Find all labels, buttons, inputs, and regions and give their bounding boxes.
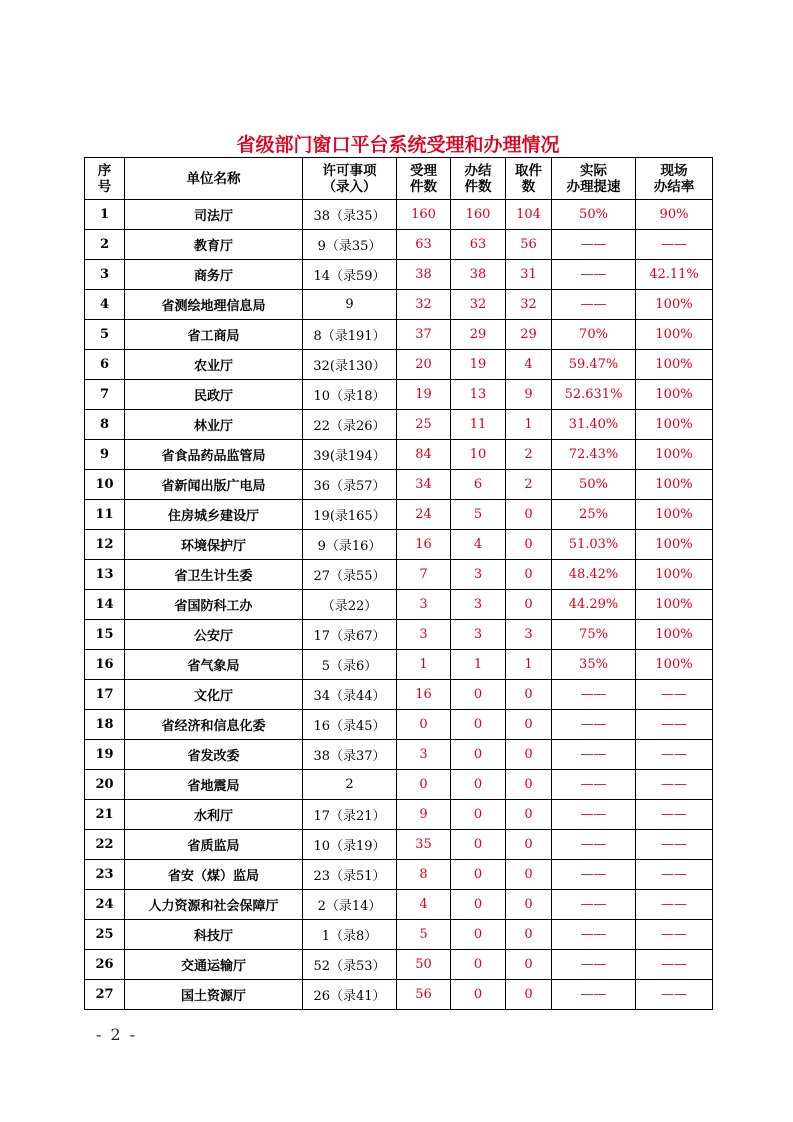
table-row bbox=[85, 470, 713, 500]
cell-accepted: 56 bbox=[397, 980, 451, 1010]
cell-pickup: 0 bbox=[506, 740, 552, 770]
cell-done: 63 bbox=[451, 230, 506, 260]
page-number: - 2 - bbox=[96, 1025, 138, 1044]
cell-seq: 23 bbox=[85, 860, 125, 890]
cell-seq: 7 bbox=[85, 380, 125, 410]
cell-pickup: 29 bbox=[506, 320, 552, 350]
cell-done: 0 bbox=[451, 710, 506, 740]
cell-items: 17（录67） bbox=[303, 620, 397, 650]
cell-done: 29 bbox=[451, 320, 506, 350]
table-row bbox=[85, 950, 713, 980]
table-row bbox=[85, 920, 713, 950]
cell-pickup: 31 bbox=[506, 260, 552, 290]
cell-items: 8（录191） bbox=[303, 320, 397, 350]
cell-accepted: 34 bbox=[397, 470, 451, 500]
cell-unit: 省质监局 bbox=[125, 830, 303, 860]
cell-pickup: 104 bbox=[506, 200, 552, 230]
cell-unit: 教育厅 bbox=[125, 230, 303, 260]
cell-speedup: 31.40% bbox=[552, 410, 636, 440]
cell-pickup: 0 bbox=[506, 710, 552, 740]
table-row bbox=[85, 830, 713, 860]
cell-accepted: 3 bbox=[397, 590, 451, 620]
cell-done: 0 bbox=[451, 860, 506, 890]
cell-speedup: 25% bbox=[552, 500, 636, 530]
cell-items: 14（录59） bbox=[303, 260, 397, 290]
cell-rate: 100% bbox=[636, 560, 713, 590]
cell-unit: 人力资源和社会保障厅 bbox=[125, 890, 303, 920]
cell-done: 5 bbox=[451, 500, 506, 530]
cell-pickup: 0 bbox=[506, 890, 552, 920]
cell-rate: 100% bbox=[636, 350, 713, 380]
cell-rate: —— bbox=[636, 950, 713, 980]
cell-rate: 100% bbox=[636, 590, 713, 620]
cell-rate: 100% bbox=[636, 410, 713, 440]
cell-accepted: 160 bbox=[397, 200, 451, 230]
cell-done: 10 bbox=[451, 440, 506, 470]
cell-pickup: 1 bbox=[506, 650, 552, 680]
cell-rate: —— bbox=[636, 890, 713, 920]
cell-accepted: 1 bbox=[397, 650, 451, 680]
summary-table bbox=[84, 157, 713, 1010]
table-row bbox=[85, 410, 713, 440]
cell-seq: 22 bbox=[85, 830, 125, 860]
cell-done: 0 bbox=[451, 680, 506, 710]
cell-rate: —— bbox=[636, 680, 713, 710]
cell-items: 9（录16） bbox=[303, 530, 397, 560]
cell-seq: 27 bbox=[85, 980, 125, 1010]
cell-seq: 3 bbox=[85, 260, 125, 290]
cell-speedup: —— bbox=[552, 770, 636, 800]
cell-unit: 住房城乡建设厅 bbox=[125, 500, 303, 530]
cell-pickup: 3 bbox=[506, 620, 552, 650]
cell-unit: 民政厅 bbox=[125, 380, 303, 410]
header-pickup: 取件 数 bbox=[506, 158, 552, 200]
cell-speedup: —— bbox=[552, 950, 636, 980]
cell-seq: 26 bbox=[85, 950, 125, 980]
cell-rate: —— bbox=[636, 710, 713, 740]
cell-pickup: 56 bbox=[506, 230, 552, 260]
cell-pickup: 0 bbox=[506, 800, 552, 830]
cell-unit: 商务厅 bbox=[125, 260, 303, 290]
cell-unit: 省工商局 bbox=[125, 320, 303, 350]
cell-speedup: —— bbox=[552, 890, 636, 920]
cell-speedup: 50% bbox=[552, 470, 636, 500]
cell-items: 39(录194） bbox=[303, 440, 397, 470]
table-row bbox=[85, 380, 713, 410]
cell-done: 3 bbox=[451, 620, 506, 650]
cell-speedup: 52.631% bbox=[552, 380, 636, 410]
cell-speedup: 75% bbox=[552, 620, 636, 650]
cell-seq: 14 bbox=[85, 590, 125, 620]
cell-done: 38 bbox=[451, 260, 506, 290]
cell-seq: 18 bbox=[85, 710, 125, 740]
cell-rate: 42.11% bbox=[636, 260, 713, 290]
cell-pickup: 4 bbox=[506, 350, 552, 380]
cell-accepted: 37 bbox=[397, 320, 451, 350]
cell-rate: 100% bbox=[636, 500, 713, 530]
cell-speedup: —— bbox=[552, 710, 636, 740]
cell-rate: —— bbox=[636, 920, 713, 950]
cell-items: 38（录37） bbox=[303, 740, 397, 770]
cell-speedup: 48.42% bbox=[552, 560, 636, 590]
cell-items: 2 bbox=[303, 770, 397, 800]
cell-items: 1（录8） bbox=[303, 920, 397, 950]
cell-accepted: 16 bbox=[397, 680, 451, 710]
cell-items: 32(录130） bbox=[303, 350, 397, 380]
cell-done: 11 bbox=[451, 410, 506, 440]
table-row bbox=[85, 290, 713, 320]
cell-seq: 15 bbox=[85, 620, 125, 650]
cell-rate: 100% bbox=[636, 650, 713, 680]
cell-accepted: 25 bbox=[397, 410, 451, 440]
cell-seq: 17 bbox=[85, 680, 125, 710]
cell-items: 9（录35） bbox=[303, 230, 397, 260]
cell-speedup: 44.29% bbox=[552, 590, 636, 620]
cell-accepted: 50 bbox=[397, 950, 451, 980]
cell-pickup: 1 bbox=[506, 410, 552, 440]
cell-unit: 省卫生计生委 bbox=[125, 560, 303, 590]
table-row bbox=[85, 680, 713, 710]
cell-seq: 21 bbox=[85, 800, 125, 830]
cell-items: 9 bbox=[303, 290, 397, 320]
cell-unit: 公安厅 bbox=[125, 620, 303, 650]
cell-items: 16（录45） bbox=[303, 710, 397, 740]
table-row bbox=[85, 440, 713, 470]
cell-rate: —— bbox=[636, 860, 713, 890]
cell-speedup: —— bbox=[552, 680, 636, 710]
header-speedup: 实际 办理提速 bbox=[552, 158, 636, 200]
cell-rate: 100% bbox=[636, 470, 713, 500]
cell-pickup: 0 bbox=[506, 680, 552, 710]
cell-items: 22（录26） bbox=[303, 410, 397, 440]
cell-unit: 文化厅 bbox=[125, 680, 303, 710]
cell-accepted: 63 bbox=[397, 230, 451, 260]
cell-speedup: —— bbox=[552, 230, 636, 260]
cell-unit: 林业厅 bbox=[125, 410, 303, 440]
table-row bbox=[85, 800, 713, 830]
header-done: 办结 件数 bbox=[451, 158, 506, 200]
cell-unit: 科技厅 bbox=[125, 920, 303, 950]
cell-accepted: 7 bbox=[397, 560, 451, 590]
cell-accepted: 19 bbox=[397, 380, 451, 410]
cell-items: （录22） bbox=[303, 590, 397, 620]
cell-seq: 19 bbox=[85, 740, 125, 770]
cell-speedup: 50% bbox=[552, 200, 636, 230]
table-body bbox=[85, 200, 713, 1010]
cell-items: 52（录53） bbox=[303, 950, 397, 980]
cell-speedup: —— bbox=[552, 260, 636, 290]
cell-speedup: —— bbox=[552, 800, 636, 830]
cell-unit: 省发改委 bbox=[125, 740, 303, 770]
cell-pickup: 0 bbox=[506, 590, 552, 620]
cell-done: 0 bbox=[451, 920, 506, 950]
cell-accepted: 3 bbox=[397, 620, 451, 650]
cell-seq: 8 bbox=[85, 410, 125, 440]
table-row bbox=[85, 620, 713, 650]
cell-pickup: 32 bbox=[506, 290, 552, 320]
table-row bbox=[85, 740, 713, 770]
cell-unit: 水利厅 bbox=[125, 800, 303, 830]
cell-speedup: —— bbox=[552, 860, 636, 890]
cell-seq: 12 bbox=[85, 530, 125, 560]
cell-seq: 13 bbox=[85, 560, 125, 590]
table-row bbox=[85, 260, 713, 290]
table-row bbox=[85, 860, 713, 890]
cell-accepted: 9 bbox=[397, 800, 451, 830]
cell-items: 10（录19） bbox=[303, 830, 397, 860]
cell-pickup: 0 bbox=[506, 980, 552, 1010]
header-rate: 现场 办结率 bbox=[636, 158, 713, 200]
cell-pickup: 0 bbox=[506, 770, 552, 800]
cell-done: 160 bbox=[451, 200, 506, 230]
cell-items: 2（录14） bbox=[303, 890, 397, 920]
cell-items: 27（录55） bbox=[303, 560, 397, 590]
cell-unit: 省食品药品监管局 bbox=[125, 440, 303, 470]
table-row bbox=[85, 230, 713, 260]
cell-unit: 省测绘地理信息局 bbox=[125, 290, 303, 320]
cell-accepted: 8 bbox=[397, 860, 451, 890]
cell-speedup: 51.03% bbox=[552, 530, 636, 560]
cell-done: 3 bbox=[451, 590, 506, 620]
cell-items: 5（录6） bbox=[303, 650, 397, 680]
cell-done: 3 bbox=[451, 560, 506, 590]
cell-speedup: —— bbox=[552, 920, 636, 950]
cell-unit: 省安（煤）监局 bbox=[125, 860, 303, 890]
header-accepted: 受理 件数 bbox=[397, 158, 451, 200]
cell-unit: 司法厅 bbox=[125, 200, 303, 230]
cell-unit: 省地震局 bbox=[125, 770, 303, 800]
cell-accepted: 20 bbox=[397, 350, 451, 380]
table-row bbox=[85, 890, 713, 920]
cell-speedup: —— bbox=[552, 290, 636, 320]
cell-unit: 省经济和信息化委 bbox=[125, 710, 303, 740]
header-seq: 序 号 bbox=[85, 158, 125, 200]
cell-pickup: 0 bbox=[506, 830, 552, 860]
cell-done: 1 bbox=[451, 650, 506, 680]
cell-items: 17（录21） bbox=[303, 800, 397, 830]
cell-accepted: 16 bbox=[397, 530, 451, 560]
cell-rate: 100% bbox=[636, 440, 713, 470]
cell-done: 0 bbox=[451, 950, 506, 980]
cell-rate: —— bbox=[636, 980, 713, 1010]
cell-pickup: 0 bbox=[506, 920, 552, 950]
cell-pickup: 0 bbox=[506, 860, 552, 890]
cell-speedup: —— bbox=[552, 740, 636, 770]
cell-rate: —— bbox=[636, 830, 713, 860]
cell-unit: 省新闻出版广电局 bbox=[125, 470, 303, 500]
cell-accepted: 24 bbox=[397, 500, 451, 530]
cell-items: 34（录44） bbox=[303, 680, 397, 710]
cell-items: 38（录35） bbox=[303, 200, 397, 230]
cell-rate: —— bbox=[636, 740, 713, 770]
cell-pickup: 0 bbox=[506, 560, 552, 590]
cell-seq: 6 bbox=[85, 350, 125, 380]
cell-accepted: 5 bbox=[397, 920, 451, 950]
table-row bbox=[85, 710, 713, 740]
cell-seq: 25 bbox=[85, 920, 125, 950]
table-row bbox=[85, 980, 713, 1010]
cell-seq: 9 bbox=[85, 440, 125, 470]
cell-speedup: 70% bbox=[552, 320, 636, 350]
cell-seq: 16 bbox=[85, 650, 125, 680]
cell-unit: 国土资源厅 bbox=[125, 980, 303, 1010]
header-items: 许可事项 （录入） bbox=[303, 158, 397, 200]
cell-seq: 20 bbox=[85, 770, 125, 800]
cell-unit: 交通运输厅 bbox=[125, 950, 303, 980]
cell-items: 26（录41） bbox=[303, 980, 397, 1010]
cell-accepted: 35 bbox=[397, 830, 451, 860]
cell-accepted: 3 bbox=[397, 740, 451, 770]
cell-done: 6 bbox=[451, 470, 506, 500]
cell-rate: —— bbox=[636, 800, 713, 830]
cell-speedup: —— bbox=[552, 980, 636, 1010]
cell-pickup: 9 bbox=[506, 380, 552, 410]
cell-seq: 10 bbox=[85, 470, 125, 500]
cell-done: 0 bbox=[451, 830, 506, 860]
cell-rate: 100% bbox=[636, 620, 713, 650]
cell-rate: —— bbox=[636, 230, 713, 260]
table-row bbox=[85, 320, 713, 350]
table-row bbox=[85, 560, 713, 590]
cell-items: 10（录18） bbox=[303, 380, 397, 410]
cell-seq: 2 bbox=[85, 230, 125, 260]
cell-done: 0 bbox=[451, 740, 506, 770]
cell-accepted: 84 bbox=[397, 440, 451, 470]
cell-speedup: 59.47% bbox=[552, 350, 636, 380]
cell-rate: 100% bbox=[636, 320, 713, 350]
cell-accepted: 0 bbox=[397, 770, 451, 800]
table-row bbox=[85, 530, 713, 560]
cell-pickup: 0 bbox=[506, 950, 552, 980]
cell-done: 19 bbox=[451, 350, 506, 380]
cell-seq: 24 bbox=[85, 890, 125, 920]
cell-rate: 100% bbox=[636, 380, 713, 410]
cell-unit: 省气象局 bbox=[125, 650, 303, 680]
cell-unit: 农业厅 bbox=[125, 350, 303, 380]
cell-accepted: 38 bbox=[397, 260, 451, 290]
cell-items: 36（录57） bbox=[303, 470, 397, 500]
cell-rate: 90% bbox=[636, 200, 713, 230]
table-row bbox=[85, 650, 713, 680]
header-unit: 单位名称 bbox=[125, 158, 303, 200]
cell-pickup: 2 bbox=[506, 470, 552, 500]
cell-seq: 4 bbox=[85, 290, 125, 320]
cell-done: 0 bbox=[451, 890, 506, 920]
cell-pickup: 0 bbox=[506, 500, 552, 530]
cell-rate: 100% bbox=[636, 290, 713, 320]
table-row bbox=[85, 500, 713, 530]
cell-done: 0 bbox=[451, 980, 506, 1010]
cell-done: 13 bbox=[451, 380, 506, 410]
cell-rate: —— bbox=[636, 770, 713, 800]
cell-speedup: 72.43% bbox=[552, 440, 636, 470]
cell-done: 32 bbox=[451, 290, 506, 320]
cell-seq: 5 bbox=[85, 320, 125, 350]
cell-unit: 环境保护厅 bbox=[125, 530, 303, 560]
table-row bbox=[85, 770, 713, 800]
cell-unit: 省国防科工办 bbox=[125, 590, 303, 620]
cell-done: 0 bbox=[451, 800, 506, 830]
cell-done: 4 bbox=[451, 530, 506, 560]
table-row bbox=[85, 350, 713, 380]
cell-rate: 100% bbox=[636, 530, 713, 560]
cell-seq: 11 bbox=[85, 500, 125, 530]
table-row bbox=[85, 200, 713, 230]
cell-pickup: 0 bbox=[506, 530, 552, 560]
cell-items: 23（录51） bbox=[303, 860, 397, 890]
header-row bbox=[85, 158, 713, 200]
cell-pickup: 2 bbox=[506, 440, 552, 470]
cell-accepted: 0 bbox=[397, 710, 451, 740]
cell-items: 19(录165） bbox=[303, 500, 397, 530]
table-row bbox=[85, 590, 713, 620]
cell-accepted: 32 bbox=[397, 290, 451, 320]
cell-seq: 1 bbox=[85, 200, 125, 230]
table-title: 省级部门窗口平台系统受理和办理情况 bbox=[236, 134, 560, 156]
cell-speedup: 35% bbox=[552, 650, 636, 680]
cell-done: 0 bbox=[451, 770, 506, 800]
cell-accepted: 4 bbox=[397, 890, 451, 920]
cell-speedup: —— bbox=[552, 830, 636, 860]
